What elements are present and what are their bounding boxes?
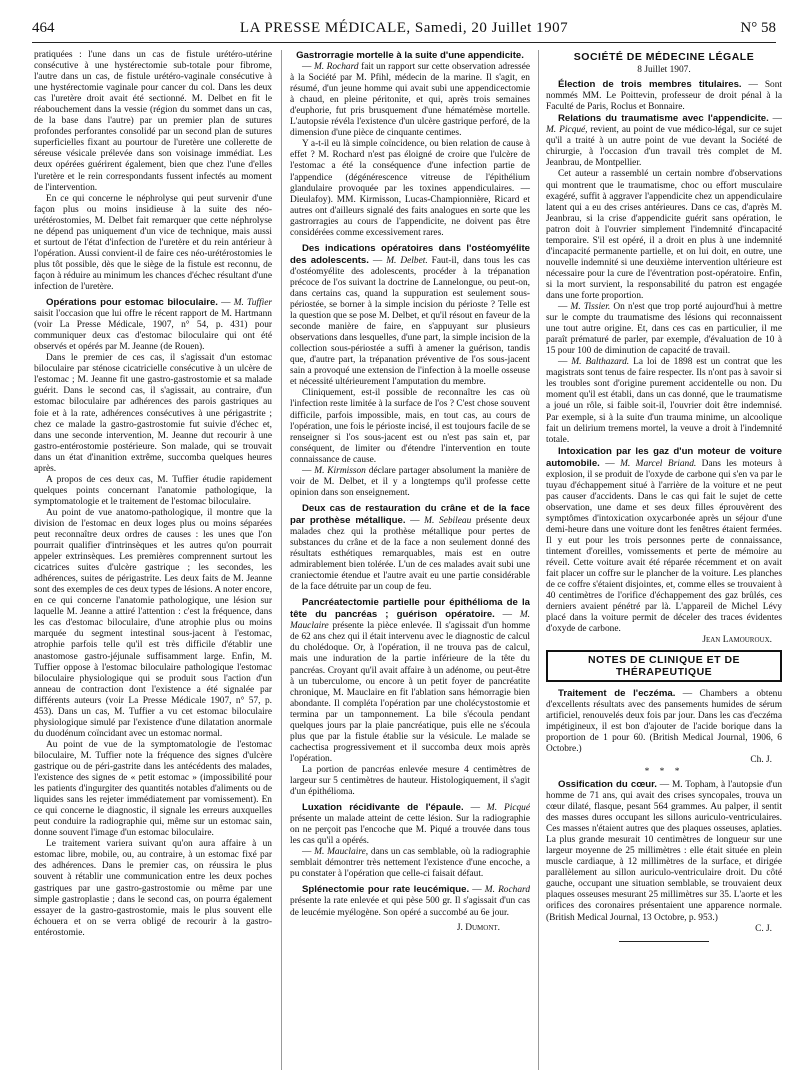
signature: Ch. J. [750, 754, 772, 765]
paragraph: Dans le premier de ces cas, il s'agissait d'un estomac biloculaire par sténose cicatricielle consécutive à un ulcère de l'estomac ; M. Jeanne fit une gastro-gastrostomie et sa malade guérit. Dans le second cas, il s'agissait, au contraire, d'un estomac biloculaire par adhérences des parois gastriques au foie et à la rate, adhérences consécutives à une périgastrite ; chez ce malade la gastro-gastrostomie fut suivie d'échec et, dans une seconde intervention, M. Jeanne dut recourir à une gastro-entérostomie postérieure. Son malade, qui se trouvait dans un état d'inanition extrême, succomba quelques heures après. [34, 353, 272, 474]
column-left [34, 50, 272, 1074]
paragraph: Y a-t-il eu là simple coïncidence, ou bien relation de cause à effet ? M. Rochard n'est pas éloigné de croire que l'ulcère de l'estomac a été la conséquence d'une infection partie de l'appendice (dégénérescence vitreuse de l'épithélium glandulaire provoquée par les toxines appendiculaires. — Dieulafoy). MM. Kirmisson, Lucas-Championnière, Ricard et autres ont d'ailleurs signalé des faits analogues en sorte que les gastrorragies au cours de l'appendicite, ne doivent pas être considérées comme excessivement rares. [290, 139, 530, 238]
author: M. Rochard [313, 62, 359, 73]
text: — M. Topham, à l'autopsie d'un homme de 71 ans, qui avait des crises syncopales, trouva un cœur dilaté, flasque, pesant 564 grammes. Au palper, il sentit des masses dures occupant les sillons auriculo-ventriculaires. Ces masses n'étaient autres que des plaques osseuses, aplaties. La plus grande mesurait 10 centimètres de longueur sur une largeur moyenne de 25 millimètres : elle était située en plein muscle cardiaque, à 12 millimètres de la surface, et dirigée parallèlement au sillon auriculo-ventriculaire droit. Du côté gauche, occupant une situation semblable, se trouvaient deux plaques osseuses mesurant 25 millimètres sur 35. L'aorte et les orifices des coronaires présentaient une apparence normale. (British Medical Journal, 13 Octobre, p. 953.) [546, 779, 782, 923]
signature: C. J. [755, 923, 772, 934]
article-title: Traitement de l'eczéma. [558, 687, 676, 699]
article-title: Élection de trois membres titulaires. [558, 79, 742, 91]
section-title: SOCIÉTÉ DE MÉDECINE LÉGALE [573, 51, 755, 63]
article-paragraph: Relations du traumatisme avec l'appendicite. — M. Picqué, revient, au point de vue médico-légal, sur ce sujet qu'il a traité à un autre point de vue devant la Société de chirurgie, à l'occasion d'un travail très complet de M. Jeanbrau, de Montpellier. [546, 113, 782, 169]
paragraph: Au point de vue de la symptomatologie de l'estomac biloculaire, M. Tuffier note la fréquence des signes d'ulcère gastrique ou de péri-gastrite dans les antécédents des malades, l'existence des signes de « petit estomac » (impossibilité pour les patients d'ingurgiter des quantités notables d'aliments ou de liquides sans les rejeter immédiatement par vomissement). En ce qui concerne le diagnostic, il signale les erreurs auxquelles peut conduire la radiographie qui, même sur un estomac sain, donne souvent l'image d'un estomac biloculaire. [34, 739, 272, 839]
text: présente la rate enlevée et qui pèse 500 gr. Il s'agissait d'un cas de leucémie myélogène. Son opéré a succombé au 6e jour. [290, 896, 530, 918]
article-heading [290, 50, 530, 62]
article-title: Luxation récidivante de l'épaule. [302, 802, 464, 814]
signature: J. Dumont. [456, 922, 500, 933]
author: M. Mauclaire [314, 847, 366, 858]
text: saisit l'occasion que lui offre le récent rapport de M. Hartmann (voir La Presse Médicale, 1907, n° 54, p. 431) pour communiquer deux cas d'estomac biloculaire qui ont été observés et opérés par M. Jeanne (de Rouen). [34, 309, 272, 353]
separator-stars: * * * [644, 766, 684, 777]
article-title: Pancréatectomie partielle pour épithélioma de la tête du pancréas ; guérison opératoire. [290, 597, 530, 621]
section-header [546, 650, 782, 681]
paragraph: Le traitement variera suivant qu'on aura affaire à un estomac libre, mobile, ou, au contraire, à un estomac fixé par des adhérences. Dans le premier cas, on réussira le plus souvent à rétablir une communication entre les deux poches gastriques par une gastro-gastrostomie ou même par une simple gastroplastie ; dans le second cas, on pourra également essayer de la gastro-gastrostomie, mais le plus souvent elle échouera et on se verra obligé de recourir à la gastro-entérostomie. [34, 839, 272, 938]
column-middle [290, 50, 530, 1074]
paragraph: Au point de vue anatomo-pathologique, il montre que la division de l'estomac en deux loges plus ou moins séparées peut reconnaître deux ordres de causes : les unes que l'on pourrait qualifier d'intrinsèques et les autres qu'on pourrait appeler extrinsèques. Les premières comprennent surtout les cicatrices suites d'ulcère gastrique ; les secondes, les adhérences, suites de périgastrite. Les deux faits de M. Jeanne sont des exemples de ces deux types de lésions. A noter encore, en ce qui concerne l'anatomie pathologique, une lésion sur laquelle M. Jeanne a attiré l'attention : c'est la fréquence, dans les cas d'estomac biloculaire, d'une atrophie plus ou moins marquée du segment intestinal sous-jacent à l'estomac, atrophie parfois telle qu'il est très difficile d'établir une anastomose gastro-jéjunale suffisamment large. Enfin, M. Tuffier oppose à l'estomac biloculaire pathologique l'estomac biloculaire physiologique qui se produit sous l'action d'un anneau de contraction dont l'existence a été signalée par différents auteurs (voir La Presse Médicale 1907, n° 57, p. 453). Dans un cas, M. Tuffier a vu cet estomac biloculaire physiologique simulé par l'existence d'une dilatation anormale du duodénum coïncidant avec un estomac normal. [34, 507, 272, 739]
paragraph: Cet auteur a rassemblé un certain nombre d'observations qui montrent que le traumatisme, choc ou effort musculaire exagéré, suffit à aggraver l'appendicite chez un appendiculaire latent qui a eu des crises antérieures. Dans ce cas, d'après M. Jeanbrau, si la crise d'appendicite guérit sans opération, le patron doit à l'ouvrier simplement l'indemnité d'incapacité temporaire. S'il est opéré, il a droit en plus à une indemnité d'incapacité permanente partielle, et on lui doit, en outre, une nouvelle indemnité si une deuxième intervention ultérieure est nécessaire pour la cure de l'éventration post-opératoire. Enfin, si la mort survient, la responsabilité du patron est engagée dans une forte proportion. [546, 169, 782, 301]
article-title: Intoxication par les gaz d'un moteur de voiture automobile. [546, 445, 782, 469]
paragraph: pratiquées : l'une dans un cas de fistule urétéro-utérine consécutive à une hystérectomie sub-totale pour fibrome, l'autre dans un cas, de fistule urétéro-vaginale consécutive à une hystérectomie vaginale pour cancer du col. Dans les deux cas l'uretère droit avait été sectionné. M. Delbet en fit le réabouchement dans la vessie (région du sommet dans un cas, de la base dans l'autre) par un premier plan de sutures profondes perforantes consolidé par un second plan de sutures superficielles fixant au pourtour de l'uretère une collerette de séreuse vésicale prélevée dans son voisinage immédiat. Les deux opérées guérirent également, bien que chez l'une d'elles l'uretère et le rein correspondants fussent infectés au moment de l'intervention. [34, 50, 272, 193]
author: M. Balthazard. [571, 357, 630, 368]
text: , dans un cas semblable, où la radiographie semblait démontrer très nettement l'existence d'une encoche, a pu constater à l'opération que celle-ci faisait défaut. [290, 847, 530, 880]
author: M. Picqué, [546, 125, 588, 136]
article-paragraph: Opérations pour estomac biloculaire. — M. Tuffier saisit l'occasion que lui offre le récent rapport de M. Hartmann (voir La Presse Médicale, 1907, n° 54, p. 431) pour communiquer deux cas d'estomac biloculaire qui ont été observés et opérés par M. Jeanne (de Rouen). [34, 297, 272, 353]
author: M. Tissier. [570, 302, 611, 313]
session-date: 8 Juillet 1907. [637, 65, 691, 76]
author: M. Marcel Briand. [620, 458, 697, 469]
article-paragraph: — M. Balthazard. La loi de 1898 est un contrat que les magistrats sont tenus de faire respecter. Ils n'ont pas à savoir si les troubles sont d'origine purement accidentelle ou non. Du moment qu'il est établi, dans un cas donné, que le traumatisme a joué un rôle, si faible soit-il, l'ouvrier doit être indemnisé. Par exemple, si à la suite d'un trauma minime, un alcoolique fait un delirium tremens mortel, la veuve a droit à l'indemnité totale. [546, 357, 782, 445]
column-divider [281, 50, 282, 1070]
author: M. Tuffier [233, 298, 272, 309]
text: Faut-il, dans tous les cas d'ostéomyélite des adolescents, procéder à la trépanation précoce de l'os suivant la doctrine de Lannelongue, ou peut-on, dans certains cas, quand la suppuration est seulement sous-périostée, se borner à la simple incision du périoste ? Telle est la question que se pose M. Delbet, et qu'il résout en faveur de la seconde manière de faire, en s'appuyant sur plusieurs observations dans lesquelles, d'une part, la simple incision de la collection sous-périostée a suffi à amener la guérison, tandis que, d'autre part, la trépanation préventive de l'os sous-jacent sain a provoqué une extension de l'infection à la moelle osseuse et nécessité ultérieurement l'amputation du membre. [290, 255, 530, 388]
page-number: 464 [32, 20, 55, 36]
article-title: Opérations pour estomac biloculaire. [46, 297, 218, 309]
article-paragraph: Splénectomie pour rate leucémique. — M. Rochard présente la rate enlevée et qui pèse 500 gr. Il s'agissait d'un cas de leucémie myélogène. Son opéré a succombé au 6e jour. [290, 884, 530, 918]
article-paragraph [546, 779, 782, 924]
article-paragraph: — M. Tissier. On n'est que trop porté aujourd'hui à mettre sur le compte du traumatisme des lésions qui reconnaissent une tout autre origine. Et, dans ces cas en particulier, il me paraît prématuré de parler, par exemple, d'évaluation de 10 à 15 pour 100 de diminution de capacité de travail. [546, 302, 782, 357]
article-paragraph: — M. Kirmisson déclare partager absolument la manière de voir de M. Delbet, et il y a longtemps qu'il professe cette opinion dans son enseignement. [290, 465, 530, 498]
text: — Chambers a obtenu d'excellents résultats avec des pansements humides de sérum artificiel, renouvelés deux fois par jour. Dans les cas d'eczéma impétigineux, il est bon d'ajouter de l'acide borique dans la proportion de 1 pour 60. (British Medical Journal, 1906, 6 Octobre.) [546, 688, 782, 754]
author: M. Delbet. [386, 255, 428, 266]
paragraph: A propos de ces deux cas, M. Tuffier étudie rapidement quelques points concernant l'anatomie pathologique, la symptomatologie et le traitement de l'estomac biloculaire. [34, 474, 272, 507]
article-paragraph [546, 688, 782, 755]
column-divider [538, 50, 539, 1070]
text: La loi de 1898 est un contrat que les magistrats sont tenus de faire respecter. Ils n'ont pas à savoir si les troubles sont d'origine purement accidentelle ou non. Du moment qu'il est établi, dans un cas donné, que le traumatisme a joué un rôle, si faible soit-il, l'ouvrier doit être indemnisé. Par exemple, si à la suite d'un trauma minime, un alcoolique fait un delirium tremens mortel, la veuve a droit à l'indemnité totale. [546, 357, 782, 445]
text: présente deux malades chez qui la prothèse métallique pour pertes de substances du crâne et de la face a non seulement donné des résultats esthétiques remarquables, mais est en outre admirablement bien tolérée. L'un de ces malades avait subi une craniectomie étendue et l'autre avait eu une partie considérable de la face détruite par un coup de feu. [290, 515, 530, 593]
author: M. Mauclaire [290, 610, 530, 632]
text: fait un rapport sur cette observation adressée à la Société par M. Pfihl, médecin de la marine. Il s'agit, en résumé, d'un jeune homme qui avait subi une appendicectomie à chaud, en pleine péritonite, et qui, après trois semaines d'euphorie, fut pris brusquement d'une hématémèse mortelle. L'autopsie révéla l'existence d'un ulcère gastrique perforé, de la dimension d'une pièce de cinquante centimes. [290, 62, 530, 139]
journal-title: LA PRESSE MÉDICALE, Samedi, 20 Juillet 1907 [239, 20, 569, 36]
paragraph: La portion de pancréas enlevée mesure 4 centimètres de largeur sur 5 centimètres de hauteur. Histologiquement, il s'agit d'un épithélioma. [290, 764, 530, 798]
article-paragraph: Pancréatectomie partielle pour épithélioma de la tête du pancréas ; guérison opératoire. — M. Mauclaire présente la pièce enlevée. Il s'agissait d'un homme de 62 ans chez qui il était intervenu avec le diagnostic de calcul du cholédoque. Or, à l'opération, il ne trouva pas de calcul, mais une induration de la partie inférieure de la tête du pancréas. Croyant qu'il avait affaire à un adénome, ou peut-être à un tuberculome, ou encore à un petit foyer de pancréatite chronique, M. Mauclaire en fit l'ablation sans hémorragie bien abondante. Il compléta l'opération par une cholécystostomie et termina par un tamponnement. La bile s'écoula pendant quelques jours par la plaie pancréatique, puis elle ne s'écoula plus que par la fistule établie sur la vésicule. Le malade se cachectisa progressivement et il succomba deux mois après l'opération. [290, 597, 530, 764]
article-paragraph: Luxation récidivante de l'épaule. — M. Picqué présente un malade atteint de cette lésion. Sur la radiographie on ne perçoit pas l'encoche que M. Piqué a trouvée dans tous les cas qu'il a opérés. [290, 802, 530, 847]
article-paragraph: Deux cas de restauration du crâne et de la face par prothèse métallique. — M. Sebileau présente deux malades chez qui la prothèse métallique pour pertes de substances du crâne et de la face a non seulement donné des résultats esthétiques remarquables, mais est en outre admirablement bien tolérée. L'un de ces malades avait subi une craniectomie étendue et l'autre avait eu une partie considérable de la face détruite par un coup de feu. [290, 502, 530, 593]
issue-number: N° 58 [740, 20, 776, 36]
text: On n'est que trop porté aujourd'hui à mettre sur le compte du traumatisme des lésions qui reconnaissent une tout autre origine. Et, dans ces cas en particulier, il me paraît prématuré de parler, par exemple, d'évaluation de 10 à 15 pour 100 de diminution de capacité de travail. [546, 302, 782, 357]
header-rule [32, 42, 776, 43]
article-title: Splénectomie pour rate leucémique. [302, 884, 470, 896]
section-header [546, 52, 782, 63]
author: M. Sebileau [424, 515, 472, 526]
text: Dans les moteurs à explosion, il se produit de l'oxyde de carbone qui s'en va par le tuyau d'échappement situé à l'arrière de la voiture et ne peut pas causer d'accidents. Dans le cas qui fait le sujet de cette observation, une dame et ses deux filles éprouvèrent des symptômes d'intoxication oxycarbonée après un séjour d'une demi-heure dans une voiture dont les fenêtres étaient fermées. Il y eut pour les trois personnes perte de connaissance, tintement d'oreilles, vomissements et perte de mémoire au réveil. Cette voiture avait été réparée récemment et on avait fait placer un coffre sur le plancher de la voiture. Les planches de ce coffre s'étaient disjointes, et, comme elles se trouvaient à 40 centimètres de l'orifice d'échappement des gaz brûlés, ces derniers avaient pénétré par là. L'appareil de Michel Lévy placé dans la voiture permit de déceler des traces évidentes d'oxyde de carbone. [546, 458, 782, 635]
signature: Jean Lamouroux. [702, 635, 772, 646]
text: présente la pièce enlevée. Il s'agissait d'un homme de 62 ans chez qui il était intervenu avec le diagnostic de calcul du cholédoque. Or, à l'opération, il ne trouva pas de calcul, mais une induration de la partie inférieure de la tête du pancréas. Croyant qu'il avait affaire à un adénome, ou peut-être à un tuberculome, ou encore à un petit foyer de pancréatite chronique, M. Mauclaire en fit l'ablation sans hémorragie bien abondante. Il compléta l'opération par une cholécystostomie et termina par un tamponnement. La bile s'écoula pendant quelques jours par la plaie pancréatique, puis elle ne s'écoula plus que par la fistule établie sur la vésicule. Le malade se cachectisa progressivement et il succomba deux mois après l'opération. [290, 621, 530, 764]
author: M. Picqué [486, 803, 530, 814]
article-paragraph: — M. Rochard fait un rapport sur cette observation adressée à la Société par M. Pfihl, médecin de la marine. Il s'agit, en résumé, d'un jeune homme qui avait subi une appendicectomie à chaud, en pleine péritonite, et qui, après trois semaines d'euphorie, fut pris brusquement d'une hématémèse mortelle. L'autopsie révéla l'existence d'un ulcère gastrique perforé, de la dimension d'une pièce de cinquante centimes. [290, 62, 530, 139]
end-rule [619, 941, 709, 942]
article-paragraph: — M. Mauclaire, dans un cas semblable, où la radiographie semblait démontrer très nettement l'existence d'une encoche, a pu constater à l'opération que celle-ci faisait défaut. [290, 847, 530, 880]
author: M. Rochard [484, 885, 530, 896]
author: M. Kirmisson [314, 465, 366, 476]
article-title: Gastrorragie mortelle à la suite d'une appendicite. [296, 50, 524, 61]
paragraph: En ce qui concerne le néphrolyse qui peut survenir d'une façon plus ou moins insidieuse à la suite des néo-urétérostomies, M. Delbet fait remarquer que cette néphrolyse ne dépend pas uniquement d'un vice de technique, mais aussi et surtout de l'état d'infection de l'uretère et du rein antérieur à l'opération. Aussi convient-il de faire ces néo-urétérostomies le plus tôt possible, dès que le siège de la fistule est reconnu, de façon à réduire au minimum les chances d'échec résultant d'une infection de l'uretère. [34, 193, 272, 292]
article-paragraph: Des indications opératoires dans l'ostéomyélite des adolescents. — M. Delbet. Faut-il, dans tous les cas d'ostéomyélite des adolescents, procéder à la trépanation précoce de l'os suivant la doctrine de Lannelongue, ou peut-on, dans certains cas, quand la suppuration est seulement sous-périostée, se borner à la simple incision du périoste ? Telle est la question que se pose M. Delbet, et qu'il résout en faveur de la seconde manière de faire, en s'appuyant sur plusieurs observations dans lesquelles, d'une part, la simple incision de la collection sous-périostée a suffi à amener la guérison, tandis que, d'autre part, la trépanation préventive de l'os sous-jacent sain a provoqué une extension de l'infection à la moelle osseuse et nécessité ultérieurement l'amputation du membre. [290, 242, 530, 388]
page-header [32, 12, 776, 46]
column-right [546, 50, 782, 1074]
text: déclare partager absolument la manière de voir de M. Delbet, et il y a longtemps qu'il professe cette opinion dans son enseignement. [290, 465, 530, 498]
text: revient, au point de vue médico-légal, sur ce sujet qu'il a traité à un autre point de vue devant la Société de chirurgie, à l'occasion d'un travail très complet de M. Jeanbrau, de Montpellier. [546, 125, 782, 169]
article-paragraph: Élection de trois membres titulaires. — Sont nommés MM. Le Poittevin, professeur de droit pénal à la Faculté de Paris, Roclus et Bonnaire. [546, 79, 782, 113]
article-title: Deux cas de restauration du crâne et de la face par prothèse métallique. [290, 502, 530, 526]
article-title: Relations du traumatisme avec l'appendicite. [558, 113, 769, 125]
paragraph: Cliniquement, est-il possible de reconnaître les cas où l'infection reste limitée à la surface de l'os ? C'est chose souvent difficile, parfois impossible, mais, en tout cas, au cours de l'opération, une fois le périoste incisé, il est toujours facile de se renseigner si l'os sous-jacent est ou n'est pas sain et, par conséquent, de limiter ou d'étendre l'intervention en toute connaissance de cause. [290, 388, 530, 465]
article-title: Des indications opératoires dans l'ostéomyélite des adolescents. [290, 242, 530, 266]
section-title: NOTES DE CLINIQUE ET DE THÉRAPEUTIQUE [587, 654, 741, 678]
text: présente un malade atteint de cette lésion. Sur la radiographie on ne perçoit pas l'encoche que M. Piqué a trouvée dans tous les cas qu'il a opérés. [290, 814, 530, 847]
text: Sont nommés MM. Le Poittevin, professeur de droit pénal à la Faculté de Paris, Roclus et Bonnaire. [546, 80, 782, 113]
article-title: Ossification du cœur. [558, 778, 657, 790]
article-paragraph: Intoxication par les gaz d'un moteur de voiture automobile. — M. Marcel Briand. Dans les moteurs à explosion, il se produit de l'oxyde de carbone qui s'en va par le tuyau d'échappement situé à l'arrière de la voiture et ne peut pas causer d'accidents. Dans le cas qui fait le sujet de cette observation, une dame et ses deux filles éprouvèrent des symptômes d'intoxication oxycarbonée après un séjour d'une demi-heure dans une voiture dont les fenêtres étaient fermées. Il y eut pour les trois personnes perte de connaissance, tintement d'oreilles, vomissements et perte de mémoire au réveil. Cette voiture avait été réparée récemment et on avait fait placer un coffre sur le plancher de la voiture. Les planches de ce coffre s'étaient disjointes, et, comme elles se trouvaient à 40 centimètres de l'orifice d'échappement des gaz brûlés, ces derniers avaient pénétré par là. L'appareil de Michel Lévy placé dans la voiture permit de déceler des traces évidentes d'oxyde de carbone. [546, 445, 782, 635]
